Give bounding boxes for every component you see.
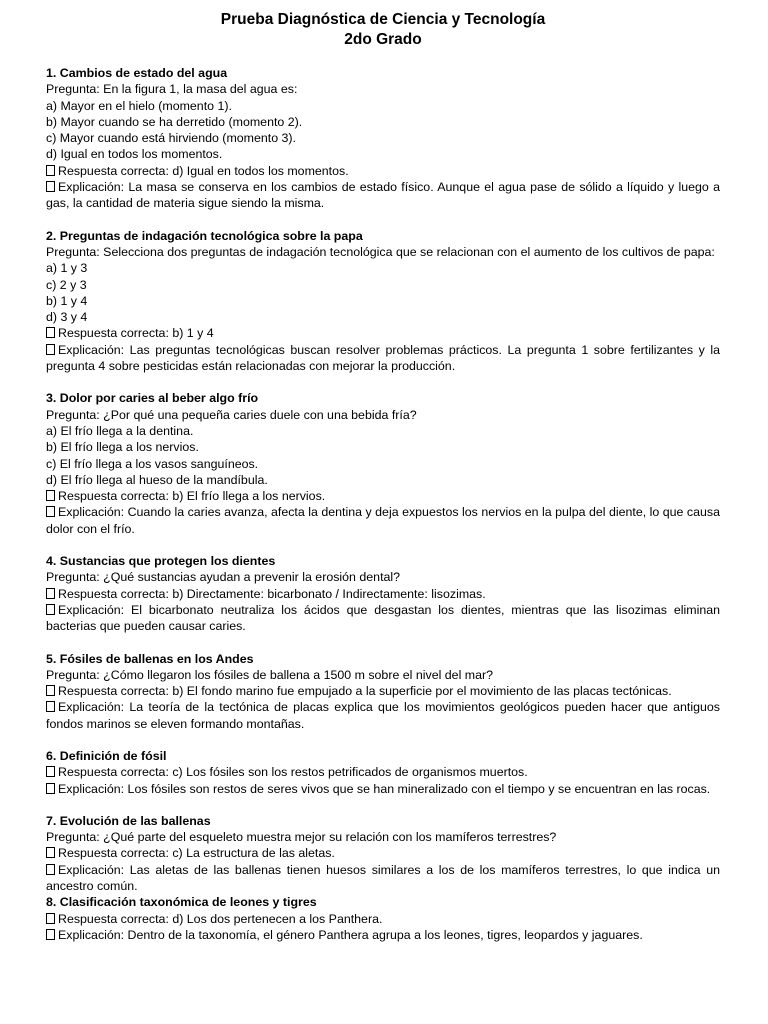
explanation-text: Explicación: Las aletas de las ballenas tienen huesos similares a los de los mamíferos terrestres, lo que indica un ancestro común. — [46, 862, 720, 894]
missing-glyph-icon — [46, 165, 55, 176]
option: d) Igual en todos los momentos. — [46, 147, 223, 162]
answer-text: Respuesta correcta: d) Igual en todos los momentos. — [58, 163, 349, 178]
question-text: Pregunta: ¿Cómo llegaron los fósiles de ballena a 1500 m sobre el nivel del mar? — [46, 667, 494, 682]
section-8 — [46, 894, 720, 943]
answer-text: Respuesta correcta: b) El fondo marino fue empujado a la superficie por el movimiento de las placas tectónicas. — [58, 684, 672, 699]
answer-text: Respuesta correcta: b) El frío llega a los nervios. — [58, 489, 326, 504]
missing-glyph-icon — [46, 913, 55, 924]
question-text: Pregunta: ¿Por qué una pequeña caries duele con una bebida fría? — [46, 407, 417, 422]
title-main: Prueba Diagnóstica de Ciencia y Tecnología — [220, 11, 546, 28]
missing-glyph-icon — [46, 766, 55, 777]
option: b) El frío llega a los nervios. — [46, 440, 199, 455]
missing-glyph-icon — [46, 929, 55, 940]
section-heading: 2. Preguntas de indagación tecnológica sobre la papa — [46, 228, 363, 243]
missing-glyph-icon — [46, 604, 55, 615]
document-title — [46, 10, 720, 50]
missing-glyph-icon — [46, 181, 55, 192]
question-text: Pregunta: ¿Qué sustancias ayudan a prevenir la erosión dental? — [46, 570, 401, 585]
explanation-text: Explicación: El bicarbonato neutraliza los ácidos que desgastan los dientes, mientras que las lisozimas eliminan bacterias que pueden causar caries. — [46, 602, 720, 634]
answer-text: Respuesta correcta: b) Directamente: bicarbonato / Indirectamente: lisozimas. — [58, 586, 486, 601]
question-text: Pregunta: ¿Qué parte del esqueleto muestra mejor su relación con los mamíferos terrestres? — [46, 830, 557, 845]
answer-text: Respuesta correcta: c) La estructura de las aletas. — [58, 846, 335, 861]
option: b) Mayor cuando se ha derretido (momento 2). — [46, 114, 303, 129]
option: a) Mayor en el hielo (momento 1). — [46, 98, 232, 113]
missing-glyph-icon — [46, 506, 55, 517]
missing-glyph-icon — [46, 783, 55, 794]
option: c) Mayor cuando está hirviendo (momento 3). — [46, 131, 296, 146]
answer-text: Respuesta correcta: b) 1 y 4 — [58, 326, 214, 341]
explanation-text: Explicación: Los fósiles son restos de seres vivos que se han mineralizado con el tiempo y se encuentran en las rocas. — [58, 781, 711, 796]
option-grid — [46, 260, 720, 325]
section-heading: 8. Clasificación taxonómica de leones y tigres — [46, 895, 317, 910]
missing-glyph-icon — [46, 588, 55, 599]
missing-glyph-icon — [46, 327, 55, 338]
section-3 — [46, 390, 720, 537]
missing-glyph-icon — [46, 847, 55, 858]
missing-glyph-icon — [46, 685, 55, 696]
section-4 — [46, 553, 720, 634]
missing-glyph-icon — [46, 701, 55, 712]
question-text: Pregunta: En la figura 1, la masa del agua es: — [46, 82, 298, 97]
option: c) El frío llega a los vasos sanguíneos. — [46, 456, 259, 471]
section-1 — [46, 65, 720, 212]
explanation-text: Explicación: La teoría de la tectónica de placas explica que los movimientos geológicos pueden hacer que antiguos fondos marinos se eleven formando montañas. — [46, 700, 720, 731]
option: d) El frío llega al hueso de la mandíbula. — [46, 472, 268, 487]
section-heading: 1. Cambios de estado del agua — [46, 66, 228, 80]
option: b) 1 y 4 — [46, 293, 88, 308]
option: c) 2 y 3 — [46, 277, 87, 292]
section-5 — [46, 651, 720, 732]
question-text: Pregunta: Selecciona dos preguntas de indagación tecnológica que se relacionan con el aumento de los cultivos de papa: — [46, 244, 715, 259]
explanation-text: Explicación: Las preguntas tecnológicas buscan resolver problemas prácticos. La pregunta 1 sobre fertilizantes y la pregunta 4 sobre pesticidas están relacionadas con mejorar la producción. — [46, 342, 720, 374]
section-6 — [46, 748, 720, 797]
answer-text: Respuesta correcta: d) Los dos pertenecen a los Panthera. — [58, 911, 383, 926]
section-heading: 4. Sustancias que protegen los dientes — [46, 554, 276, 569]
option: d) 3 y 4 — [46, 310, 88, 325]
explanation-text: Explicación: Cuando la caries avanza, afecta la dentina y deja expuestos los nervios en la pulpa del diente, lo que causa dolor con el frío. — [46, 505, 720, 536]
section-heading: 6. Definición de fósil — [46, 748, 167, 763]
title-grade: 2do Grado — [344, 31, 422, 48]
explanation-text: Explicación: Dentro de la taxonomía, el género Panthera agrupa a los leones, tigres, leopardos y jaguares. — [58, 927, 643, 942]
section-7 — [46, 813, 720, 894]
section-heading: 5. Fósiles de ballenas en los Andes — [46, 651, 254, 666]
option: a) El frío llega a la dentina. — [46, 423, 194, 438]
section-heading: 7. Evolución de las ballenas — [46, 813, 211, 828]
section-2 — [46, 228, 720, 375]
missing-glyph-icon — [46, 490, 55, 501]
option: a) 1 y 3 — [46, 261, 88, 276]
explanation-text: Explicación: La masa se conserva en los cambios de estado físico. Aunque el agua pase de sólido a líquido y luego a gas, la cantidad de materia sigue siendo la misma. — [46, 180, 720, 211]
missing-glyph-icon — [46, 864, 55, 875]
answer-text: Respuesta correcta: c) Los fósiles son los restos petrificados de organismos muertos. — [58, 765, 528, 780]
section-heading: 3. Dolor por caries al beber algo frío — [46, 391, 259, 406]
missing-glyph-icon — [46, 344, 55, 355]
